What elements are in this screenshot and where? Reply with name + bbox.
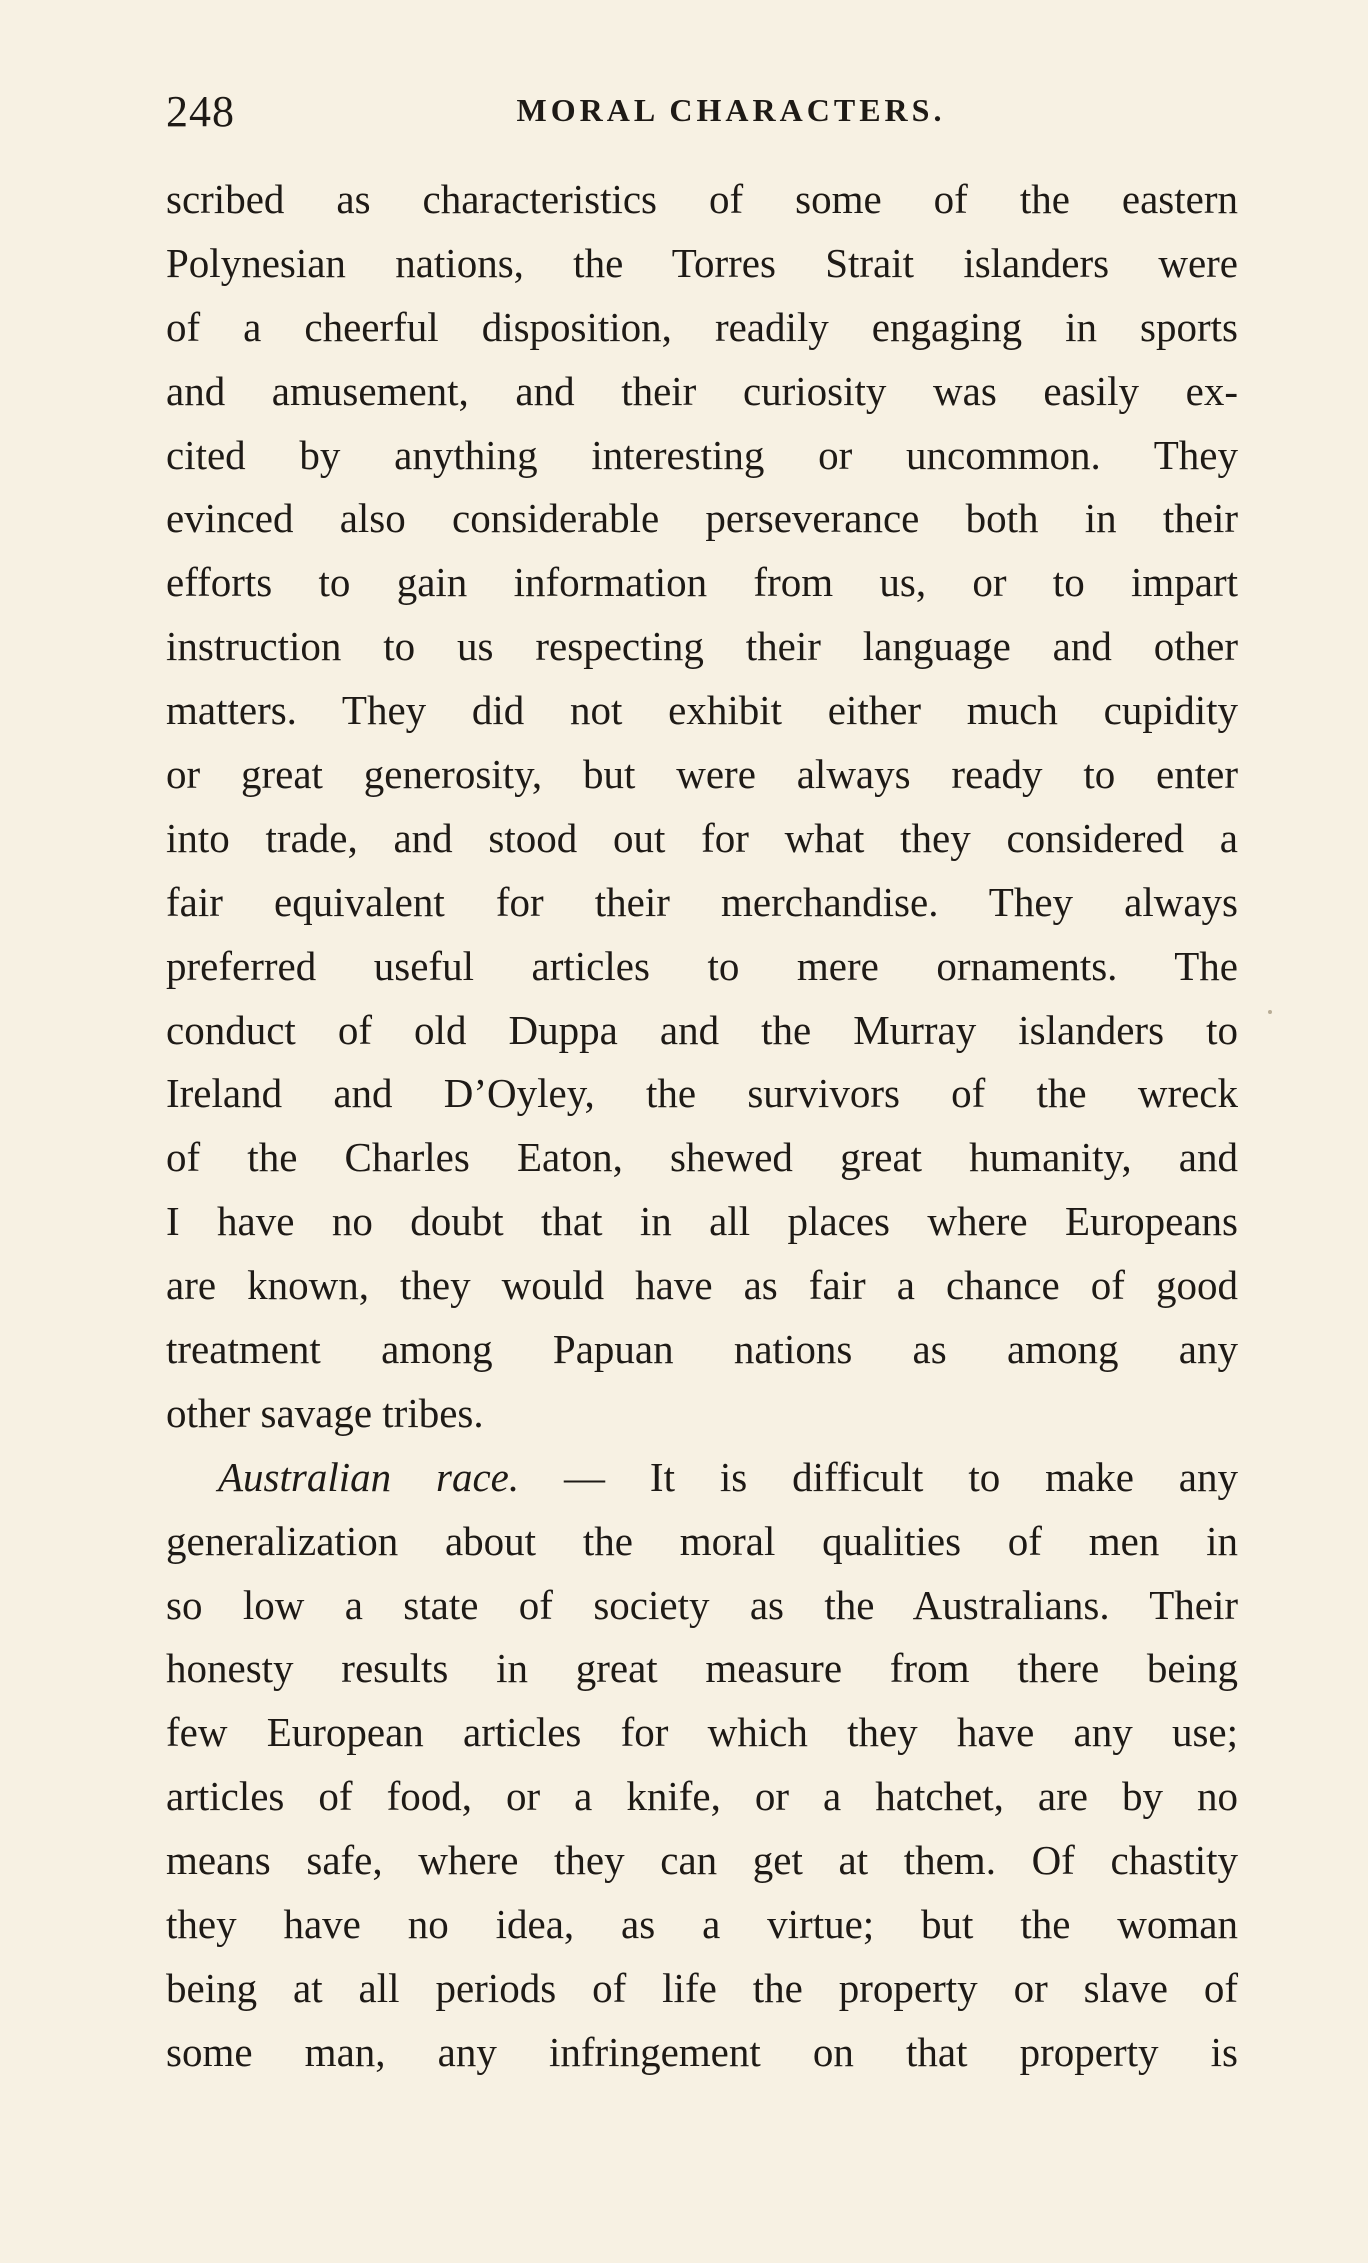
text-run: — It is difficult to make any (564, 1453, 1238, 1500)
text-line: instruction to us respecting their language and other (166, 623, 1238, 670)
paragraph (166, 168, 1238, 1446)
text-line: generalization about the moral qualities of men in (166, 1517, 1238, 1564)
text-line: few European articles for which they have any use; (166, 1709, 1238, 1756)
text-line: scribed as characteristics of some of the eastern (166, 176, 1238, 222)
text-line: of the Charles Eaton, shewed great humanity, and (166, 1134, 1238, 1181)
text-line: they have no idea, as a virtue; but the woman (166, 1901, 1238, 1948)
text-line: other savage tribes. (166, 1389, 484, 1436)
page-number: 248 (166, 87, 235, 136)
text-line: I have no doubt that in all places where Europeans (166, 1198, 1238, 1245)
text-line (166, 1446, 1238, 1510)
body-text (166, 168, 1238, 2085)
running-head: MORAL CHARACTERS. (516, 92, 946, 128)
text-line: evinced also considerable perseverance both in their (166, 495, 1238, 542)
text-line: into trade, and stood out for what they considered a (166, 814, 1238, 861)
text-line: honesty results in great measure from there being (166, 1645, 1238, 1692)
page-header (166, 86, 1236, 146)
section-heading: Australian race. (218, 1453, 520, 1500)
text-line: being at all periods of life the property or slave of (166, 1964, 1238, 2011)
text-line: efforts to gain information from us, or to impart (166, 559, 1238, 606)
text-line: so low a state of society as the Australians. Their (166, 1581, 1238, 1628)
text-line: preferred useful articles to mere ornaments. The (166, 942, 1238, 989)
text-line: articles of food, or a knife, or a hatchet, are by no (166, 1773, 1238, 1820)
text-line: treatment among Papuan nations as among any (166, 1326, 1238, 1373)
text-line: means safe, where they can get at them. Of chastity (166, 1837, 1238, 1884)
text-line: conduct of old Duppa and the Murray islanders to (166, 1006, 1238, 1053)
text-line: cited by anything interesting or uncommon. They (166, 431, 1238, 478)
text-line: Polynesian nations, the Torres Strait islanders were (166, 239, 1238, 286)
text-line: some man, any infringement on that property is (166, 2028, 1238, 2075)
text-line: fair equivalent for their merchandise. They always (166, 878, 1238, 925)
paper-speck (1268, 1010, 1272, 1014)
text-line: or great generosity, but were always ready to enter (166, 751, 1238, 798)
text-line: of a cheerful disposition, readily engaging in sports (166, 303, 1238, 350)
text-line: are known, they would have as fair a chance of good (166, 1262, 1238, 1309)
text-line: Ireland and D’Oyley, the survivors of the wreck (166, 1070, 1238, 1117)
text-line: matters. They did not exhibit either much cupidity (166, 687, 1238, 734)
text-line: and amusement, and their curiosity was easily ex- (166, 367, 1238, 414)
paragraph (166, 1446, 1238, 2085)
